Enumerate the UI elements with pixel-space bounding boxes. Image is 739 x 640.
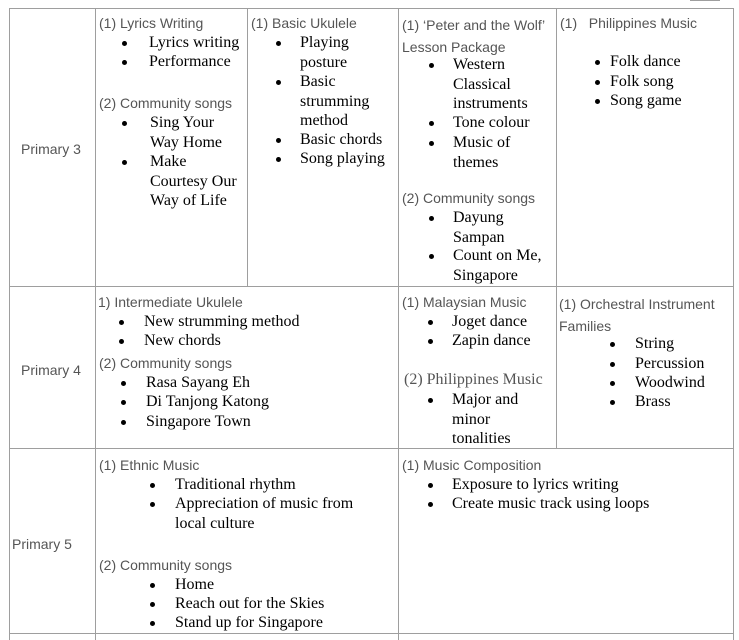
table-border-right xyxy=(733,8,734,640)
list-item: Zapin dance xyxy=(452,332,531,349)
bullet xyxy=(610,362,615,367)
list-item: Singapore Town xyxy=(146,413,251,430)
bullet xyxy=(122,160,127,165)
list-item: Count on Me, Singapore xyxy=(453,247,542,284)
list-item: Folk song xyxy=(610,73,674,90)
bullet xyxy=(429,121,434,126)
bullet xyxy=(428,339,433,344)
bullet xyxy=(121,400,126,405)
row-divider-3-4 xyxy=(9,286,734,287)
section-heading: (2) Community songs xyxy=(99,95,233,111)
list-item: String xyxy=(635,335,675,352)
bullet xyxy=(610,342,615,347)
list-item: Major and minor tonalities xyxy=(452,391,519,447)
bullet xyxy=(121,420,126,425)
table-border-top xyxy=(9,8,734,9)
section-heading: (1) Lyrics Writing xyxy=(99,15,204,31)
list-item: Song playing xyxy=(300,150,385,167)
bullet xyxy=(122,60,127,65)
bullet xyxy=(595,99,600,104)
p3p4-col-divider xyxy=(556,8,557,448)
list-item: Music of themes xyxy=(453,134,511,171)
bullet xyxy=(429,141,434,146)
bullet xyxy=(429,254,434,259)
list-item: New strumming method xyxy=(144,313,300,330)
list-item: Rasa Sayang Eh xyxy=(146,374,250,391)
list-item: Western Classical instruments xyxy=(453,56,528,112)
list-item: Joget dance xyxy=(452,313,528,330)
section-heading: (1) Basic Ukulele xyxy=(251,15,357,31)
grade-label-primary-5: Primary 5 xyxy=(12,536,72,552)
bullet xyxy=(150,583,155,588)
bullet xyxy=(428,483,433,488)
bullet xyxy=(276,41,281,46)
list-item: Tone colour xyxy=(453,114,530,131)
bullet xyxy=(428,320,433,325)
section-heading: (1) Philippines Music xyxy=(560,15,697,31)
bullet xyxy=(150,483,155,488)
list-item: Traditional rhythm xyxy=(175,476,296,493)
grade-label-primary-4: Primary 4 xyxy=(21,362,81,378)
bullet xyxy=(122,41,127,46)
list-item: Sing Your Way Home xyxy=(150,114,223,151)
row-divider-bottom xyxy=(9,633,734,634)
list-item: Playing posture xyxy=(300,34,349,71)
section-heading: (1) ‘Peter and the Wolf’ Lesson Package xyxy=(402,17,545,55)
mid-col-divider xyxy=(398,8,399,640)
bullet xyxy=(595,60,600,65)
section-heading: (1) Malaysian Music xyxy=(402,294,527,310)
list-item: Brass xyxy=(635,393,671,410)
bullet xyxy=(119,339,124,344)
bullet xyxy=(276,138,281,143)
list-item: Performance xyxy=(149,53,231,70)
table-border-left xyxy=(9,8,10,640)
bullet xyxy=(428,502,433,507)
page-corner-mark xyxy=(690,0,720,1)
list-item: New chords xyxy=(144,332,221,349)
section-heading: (2) Community songs xyxy=(99,557,233,573)
list-item: Folk dance xyxy=(610,53,681,70)
bullet xyxy=(595,80,600,85)
list-item: Reach out for the Skies xyxy=(175,595,325,612)
section-heading: 1) Intermediate Ukulele xyxy=(98,294,243,310)
section-heading: (2) Community songs xyxy=(402,190,536,206)
bullet xyxy=(121,381,126,386)
list-item: Woodwind xyxy=(635,374,705,391)
bullet xyxy=(122,121,127,126)
list-item: Make Courtesy Our Way of Life xyxy=(150,153,237,209)
bullet xyxy=(610,400,615,405)
list-item: Basic strumming method xyxy=(300,73,370,129)
section-heading: (1) Orchestral Instrument Families xyxy=(559,296,715,334)
bullet xyxy=(150,502,155,507)
grade-column-divider xyxy=(95,8,96,640)
list-item: Stand up for Singapore xyxy=(175,614,323,631)
grade-label-primary-3: Primary 3 xyxy=(21,141,81,157)
list-item: Di Tanjong Katong xyxy=(146,393,270,410)
list-item: Lyrics writing xyxy=(149,34,240,51)
section-heading: (2) Community songs xyxy=(99,355,233,371)
list-item: Song game xyxy=(610,92,682,109)
bullet xyxy=(119,320,124,325)
list-item: Dayung Sampan xyxy=(453,209,505,246)
bullet xyxy=(276,157,281,162)
bullet xyxy=(429,216,434,221)
list-item: Exposure to lyrics writing xyxy=(452,476,619,493)
list-item: Create music track using loops xyxy=(452,495,650,512)
section-heading: (1) Ethnic Music xyxy=(99,457,200,473)
row-divider-4-5 xyxy=(9,448,734,449)
list-item: Percussion xyxy=(635,355,705,372)
list-item: Home xyxy=(175,576,215,593)
bullet xyxy=(428,398,433,403)
section-heading: (2) Philippines Music xyxy=(404,371,543,388)
list-item: Appreciation of music from local culture xyxy=(175,495,354,532)
bullet xyxy=(150,621,155,626)
bullet xyxy=(150,602,155,607)
section-heading: (1) Music Composition xyxy=(402,457,542,473)
list-item: Basic chords xyxy=(300,131,383,148)
bullet xyxy=(429,63,434,68)
bullet xyxy=(610,381,615,386)
p3-col-divider-1 xyxy=(247,8,248,286)
bullet xyxy=(276,80,281,85)
